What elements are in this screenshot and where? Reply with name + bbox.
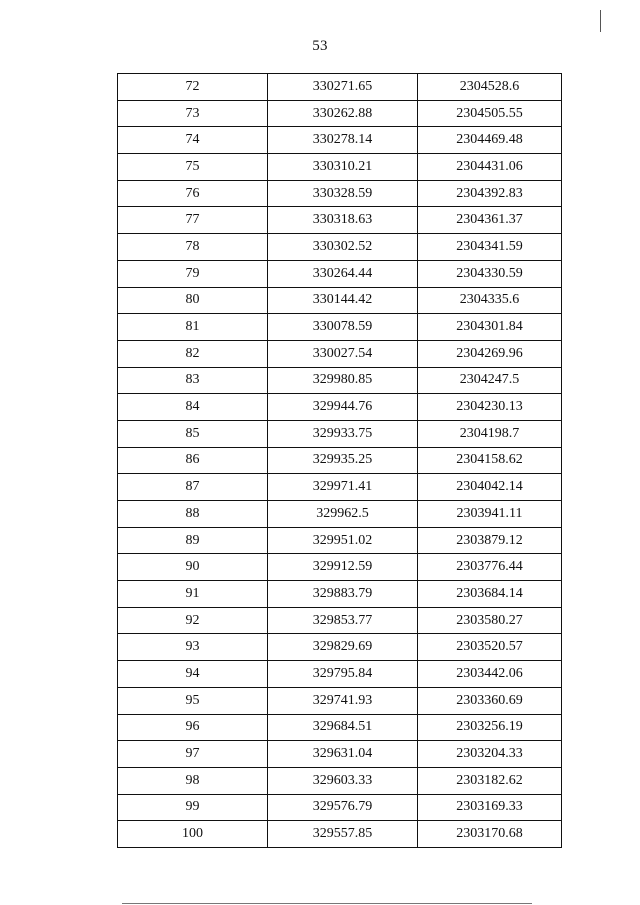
table-row (118, 180, 562, 207)
y-coordinate-cell: 2304335.6 (418, 287, 562, 314)
table-row (118, 100, 562, 127)
point-number-cell: 74 (118, 127, 268, 154)
y-coordinate-cell: 2304528.6 (418, 74, 562, 101)
y-coordinate-cell: 2303360.69 (418, 687, 562, 714)
table-row (118, 420, 562, 447)
x-coordinate-cell: 329883.79 (268, 581, 418, 608)
point-number-cell: 95 (118, 687, 268, 714)
table-row (118, 287, 562, 314)
y-coordinate-cell: 2303170.68 (418, 821, 562, 848)
y-coordinate-cell: 2303442.06 (418, 661, 562, 688)
y-coordinate-cell: 2304392.83 (418, 180, 562, 207)
table-row (118, 527, 562, 554)
table-row (118, 127, 562, 154)
x-coordinate-cell: 329980.85 (268, 367, 418, 394)
y-coordinate-cell: 2304247.5 (418, 367, 562, 394)
x-coordinate-cell: 329944.76 (268, 394, 418, 421)
table-row (118, 607, 562, 634)
x-coordinate-cell: 329741.93 (268, 687, 418, 714)
table-row (118, 74, 562, 101)
table-row (118, 154, 562, 181)
y-coordinate-cell: 2304158.62 (418, 447, 562, 474)
table-row (118, 234, 562, 261)
y-coordinate-cell: 2303879.12 (418, 527, 562, 554)
table-row (118, 821, 562, 848)
page-number: 53 (312, 38, 328, 54)
y-coordinate-cell: 2303520.57 (418, 634, 562, 661)
point-number-cell: 98 (118, 767, 268, 794)
table-row (118, 260, 562, 287)
table-row (118, 634, 562, 661)
y-coordinate-cell: 2303684.14 (418, 581, 562, 608)
x-coordinate-cell: 329935.25 (268, 447, 418, 474)
x-coordinate-cell: 329795.84 (268, 661, 418, 688)
point-number-cell: 77 (118, 207, 268, 234)
table-row (118, 581, 562, 608)
x-coordinate-cell: 329933.75 (268, 420, 418, 447)
table-row (118, 207, 562, 234)
point-number-cell: 91 (118, 581, 268, 608)
x-coordinate-cell: 330027.54 (268, 340, 418, 367)
table-row (118, 687, 562, 714)
x-coordinate-cell: 330271.65 (268, 74, 418, 101)
x-coordinate-cell: 330278.14 (268, 127, 418, 154)
y-coordinate-cell: 2304469.48 (418, 127, 562, 154)
x-coordinate-cell: 329962.5 (268, 501, 418, 528)
y-coordinate-cell: 2304301.84 (418, 314, 562, 341)
point-number-cell: 86 (118, 447, 268, 474)
bottom-rule (122, 903, 532, 904)
x-coordinate-cell: 330078.59 (268, 314, 418, 341)
coordinate-table (117, 73, 562, 848)
table-row (118, 314, 562, 341)
table-row (118, 661, 562, 688)
x-coordinate-cell: 329631.04 (268, 741, 418, 768)
y-coordinate-cell: 2304330.59 (418, 260, 562, 287)
table-row (118, 474, 562, 501)
point-number-cell: 81 (118, 314, 268, 341)
point-number-cell: 85 (118, 420, 268, 447)
point-number-cell: 72 (118, 74, 268, 101)
point-number-cell: 78 (118, 234, 268, 261)
x-coordinate-cell: 329951.02 (268, 527, 418, 554)
y-coordinate-cell: 2304505.55 (418, 100, 562, 127)
y-coordinate-cell: 2303941.11 (418, 501, 562, 528)
point-number-cell: 93 (118, 634, 268, 661)
y-coordinate-cell: 2303182.62 (418, 767, 562, 794)
y-coordinate-cell: 2303776.44 (418, 554, 562, 581)
table-row (118, 394, 562, 421)
point-number-cell: 84 (118, 394, 268, 421)
table-row (118, 367, 562, 394)
x-coordinate-cell: 330310.21 (268, 154, 418, 181)
y-coordinate-cell: 2304269.96 (418, 340, 562, 367)
table-row (118, 714, 562, 741)
table-row (118, 741, 562, 768)
point-number-cell: 100 (118, 821, 268, 848)
x-coordinate-cell: 329603.33 (268, 767, 418, 794)
point-number-cell: 94 (118, 661, 268, 688)
y-coordinate-cell: 2304431.06 (418, 154, 562, 181)
point-number-cell: 92 (118, 607, 268, 634)
point-number-cell: 82 (118, 340, 268, 367)
x-coordinate-cell: 329912.59 (268, 554, 418, 581)
x-coordinate-cell: 329557.85 (268, 821, 418, 848)
table-row (118, 447, 562, 474)
point-number-cell: 96 (118, 714, 268, 741)
x-coordinate-cell: 330302.52 (268, 234, 418, 261)
x-coordinate-cell: 330328.59 (268, 180, 418, 207)
scan-edge-mark (600, 10, 601, 32)
point-number-cell: 79 (118, 260, 268, 287)
coordinate-table-body (118, 74, 562, 848)
point-number-cell: 97 (118, 741, 268, 768)
y-coordinate-cell: 2304042.14 (418, 474, 562, 501)
x-coordinate-cell: 330262.88 (268, 100, 418, 127)
x-coordinate-cell: 329971.41 (268, 474, 418, 501)
point-number-cell: 76 (118, 180, 268, 207)
table-row (118, 767, 562, 794)
y-coordinate-cell: 2304341.59 (418, 234, 562, 261)
y-coordinate-cell: 2304230.13 (418, 394, 562, 421)
point-number-cell: 73 (118, 100, 268, 127)
y-coordinate-cell: 2304198.7 (418, 420, 562, 447)
y-coordinate-cell: 2303256.19 (418, 714, 562, 741)
x-coordinate-cell: 329829.69 (268, 634, 418, 661)
x-coordinate-cell: 330318.63 (268, 207, 418, 234)
point-number-cell: 75 (118, 154, 268, 181)
x-coordinate-cell: 329576.79 (268, 794, 418, 821)
table-row (118, 554, 562, 581)
table-row (118, 501, 562, 528)
x-coordinate-cell: 330144.42 (268, 287, 418, 314)
point-number-cell: 88 (118, 501, 268, 528)
x-coordinate-cell: 330264.44 (268, 260, 418, 287)
table-row (118, 794, 562, 821)
y-coordinate-cell: 2303169.33 (418, 794, 562, 821)
y-coordinate-cell: 2303204.33 (418, 741, 562, 768)
point-number-cell: 90 (118, 554, 268, 581)
y-coordinate-cell: 2304361.37 (418, 207, 562, 234)
point-number-cell: 87 (118, 474, 268, 501)
point-number-cell: 83 (118, 367, 268, 394)
x-coordinate-cell: 329684.51 (268, 714, 418, 741)
table-row (118, 340, 562, 367)
y-coordinate-cell: 2303580.27 (418, 607, 562, 634)
x-coordinate-cell: 329853.77 (268, 607, 418, 634)
point-number-cell: 89 (118, 527, 268, 554)
point-number-cell: 99 (118, 794, 268, 821)
point-number-cell: 80 (118, 287, 268, 314)
